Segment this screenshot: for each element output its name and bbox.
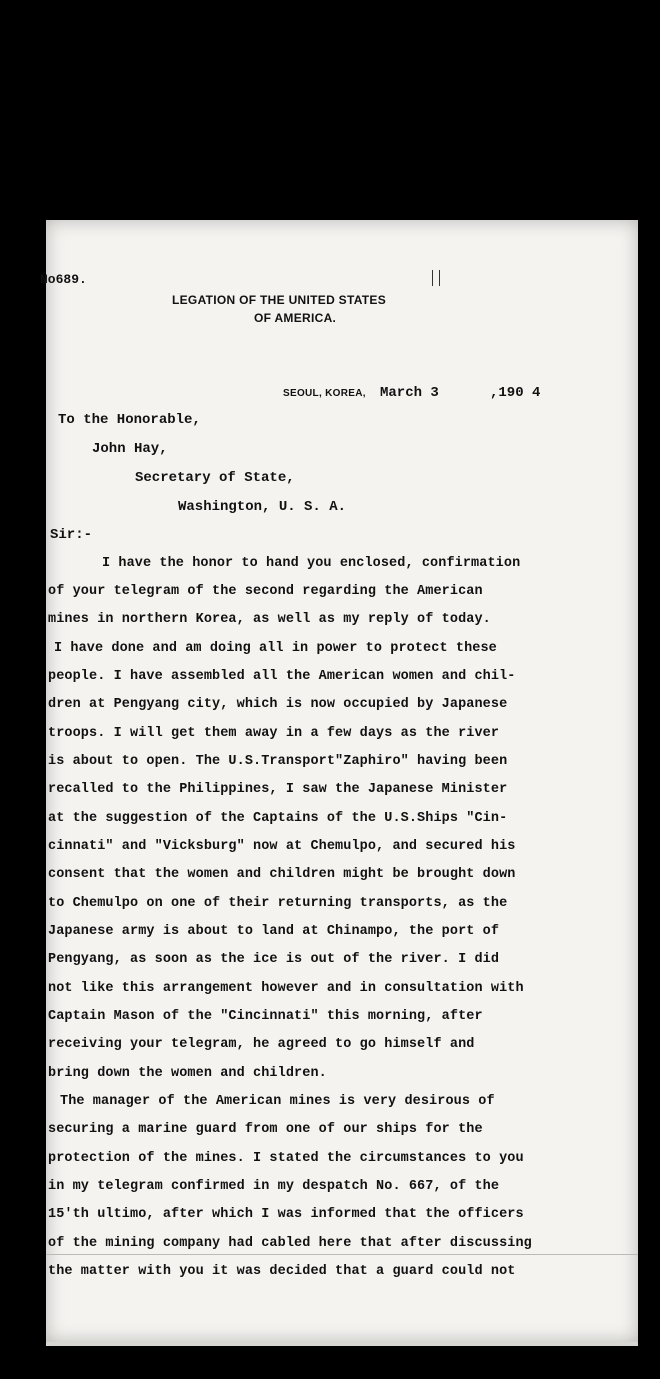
body-line: cinnati" and "Vicksburg" now at Chemulpo, and secured his (48, 839, 516, 854)
body-line: dren at Pengyang city, which is now occupied by Japanese (48, 697, 508, 712)
letter-year: ,190 4 (490, 385, 541, 401)
body-line: is about to open. The U.S.Transport"Zaphiro" having been (48, 754, 508, 769)
document-number: No689. (40, 272, 87, 287)
salutation: Sir:- (50, 527, 93, 543)
letterhead-line-2: OF AMERICA. (254, 311, 337, 325)
body-line: people. I have assembled all the American women and chil- (48, 669, 516, 684)
body-line: at the suggestion of the Captains of the U.S.Ships "Cin- (48, 811, 508, 826)
body-line: recalled to the Philippines, I saw the Japanese Minister (48, 782, 508, 797)
pencil-mark (432, 270, 440, 286)
page-edge (46, 1342, 638, 1346)
address-line-1: To the Honorable, (58, 412, 201, 428)
body-line: The manager of the American mines is very desirous of (60, 1094, 495, 1109)
body-line: of your telegram of the second regarding the American (48, 584, 483, 599)
letterhead-line-1: LEGATION OF THE UNITED STATES (172, 293, 387, 307)
body-line: in my telegram confirmed in my despatch No. 667, of the (48, 1179, 500, 1194)
body-line: the matter with you it was decided that a guard could not (48, 1264, 516, 1279)
body-line: troops. I will get them away in a few days as the river (48, 726, 500, 741)
body-line: consent that the women and children might be brought down (48, 867, 516, 882)
body-line: mines in northern Korea, as well as my reply of today. (48, 612, 491, 627)
body-line: Pengyang, as soon as the ice is out of the river. I did (48, 952, 500, 967)
body-line: Japanese army is about to land at Chinampo, the port of (48, 924, 500, 939)
paper-fold-line (46, 1254, 638, 1255)
body-line: to Chemulpo on one of their returning transports, as the (48, 896, 508, 911)
body-line: Captain Mason of the "Cincinnati" this morning, after (48, 1009, 483, 1024)
letter-place: SEOUL, KOREA, (283, 388, 366, 399)
address-line-3: Secretary of State, (135, 470, 295, 486)
body-line: receiving your telegram, he agreed to go himself and (48, 1037, 475, 1052)
address-line-4: Washington, U. S. A. (178, 499, 347, 515)
body-line: securing a marine guard from one of our ships for the (48, 1122, 483, 1137)
body-line: 15'th ultimo, after which I was informed that the officers (48, 1207, 524, 1222)
body-line: I have the honor to hand you enclosed, confirmation (102, 556, 521, 571)
address-line-2: John Hay, (92, 441, 168, 457)
body-line: protection of the mines. I stated the circumstances to you (48, 1151, 524, 1166)
body-line: not like this arrangement however and in consultation with (48, 981, 524, 996)
body-line: of the mining company had cabled here that after discussing (48, 1236, 532, 1251)
letter-date: March 3 (380, 385, 439, 401)
body-line: I have done and am doing all in power to protect these (54, 641, 497, 656)
body-line: bring down the women and children. (48, 1066, 327, 1081)
